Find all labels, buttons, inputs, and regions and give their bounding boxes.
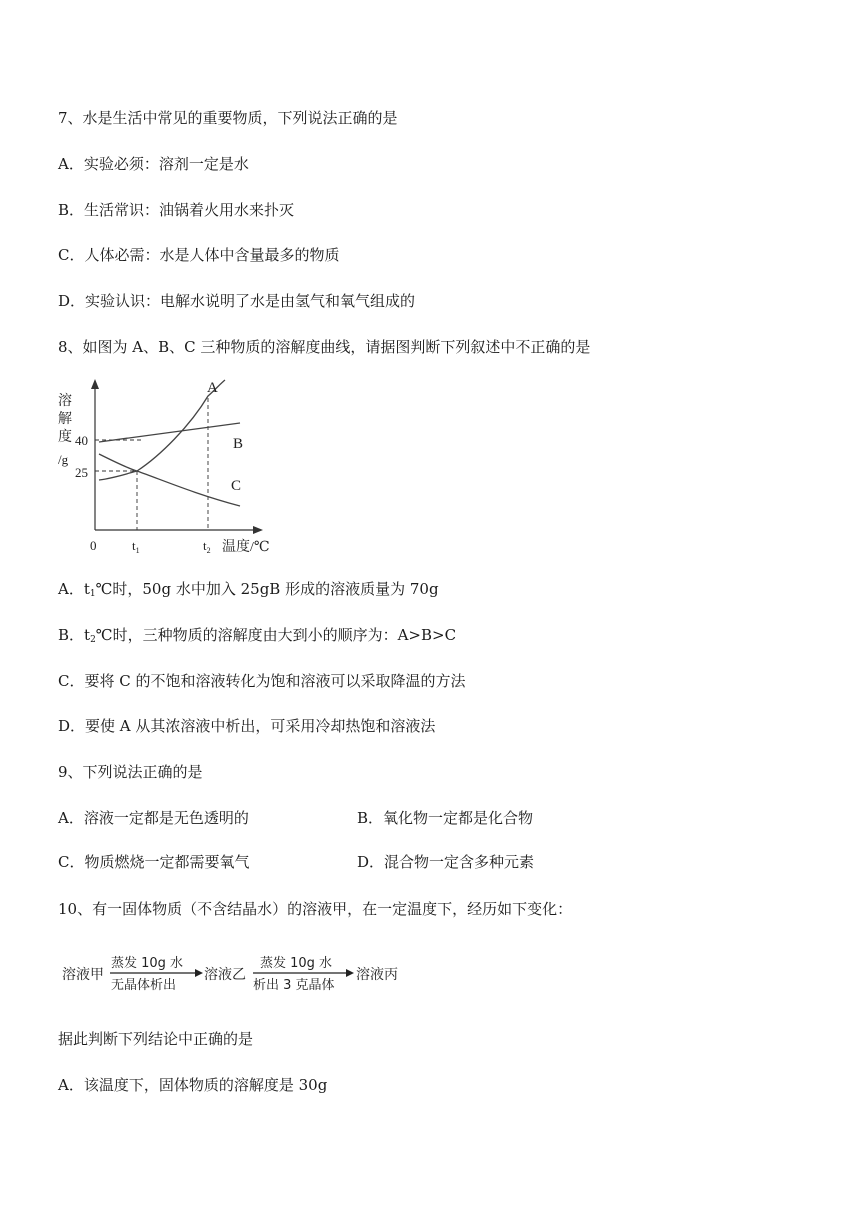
q10-option-a: A．该温度下，固体物质的溶解度是 30g <box>58 1076 328 1094</box>
q8-option-a: A．$t_1℃$时，50g 水中加入 25gB 形成的溶液质量为 70g <box>58 580 439 599</box>
q7-option-d: D．实验认识：电解水说明了水是由氢气和氧气组成的 <box>58 292 416 310</box>
q9-option-a: A．溶液一定都是无色透明的 <box>58 809 249 827</box>
ytick-40: 40 <box>75 433 88 448</box>
y-axis-arrow <box>91 379 99 389</box>
q9-option-d: D．混合物一定含多种元素 <box>357 853 535 871</box>
flow-arrow2-head <box>346 969 354 977</box>
q9-stem: 9、下列说法正确的是 <box>58 763 203 781</box>
flow-arrow1-bottom: 无晶体析出 <box>111 978 177 993</box>
q10-lead: 据此判断下列结论中正确的是 <box>58 1030 254 1048</box>
q7-option-b: B．生活常识：油锅着火用水来扑灭 <box>58 201 295 219</box>
q9-option-b: B．氧化物一定都是化合物 <box>357 809 534 827</box>
curve-b <box>99 423 240 442</box>
label-c: C <box>231 478 242 494</box>
ylabel-line-4: /g <box>58 452 69 467</box>
q8-option-d: D．要使 A 从其浓溶液中析出，可采用冷却热饱和溶液法 <box>58 717 436 735</box>
q8-stem: 8、如图为 A、B、C 三种物质的溶解度曲线，请据图判断下列叙述中不正确的是 <box>58 338 591 356</box>
q8-option-b: B．$t_2℃$时，三种物质的溶解度由大到小的顺序为：A>B>C <box>58 626 457 645</box>
q7-stem: 7、水是生活中常见的重要物质，下列说法正确的是 <box>58 109 398 127</box>
xlabel: 温度/℃ <box>222 540 270 555</box>
q7-option-a: A．实验必须：溶剂一定是水 <box>58 155 249 173</box>
xtick-t2: $t_2$ <box>203 538 211 555</box>
flow-solution-yi: 溶液乙 <box>204 967 246 983</box>
xtick-t1: $t_1$ <box>132 538 140 555</box>
flow-arrow2-bottom: 析出 3 克晶体 <box>253 978 335 993</box>
curve-c <box>99 454 240 506</box>
origin-label: 0 <box>90 538 97 553</box>
label-b: B <box>233 436 244 452</box>
label-a: A <box>207 380 218 396</box>
flow-solution-jia: 溶液甲 <box>62 967 104 983</box>
q9-option-c: C．物质燃烧一定都需要氧气 <box>58 853 250 871</box>
flow-arrow2-top: 蒸发 10g 水 <box>260 956 333 971</box>
flow-arrow1-top: 蒸发 10g 水 <box>111 956 184 971</box>
solubility-curve-figure <box>55 376 285 561</box>
x-axis-arrow <box>253 526 263 534</box>
ylabel-line-1: 溶 <box>58 394 72 409</box>
q7-option-c: C．人体必需：水是人体中含量最多的物质 <box>58 246 340 264</box>
q8-option-c: C．要将 C 的不饱和溶液转化为饱和溶液可以采取降温的方法 <box>58 672 466 690</box>
ylabel-line-3: 度 <box>58 430 72 445</box>
transformation-flow-diagram <box>60 948 420 998</box>
flow-arrow1-head <box>195 969 203 977</box>
ytick-25: 25 <box>75 465 88 480</box>
q10-stem: 10、有一固体物质（不含结晶水）的溶液甲，在一定温度下，经历如下变化： <box>58 900 573 918</box>
ylabel-line-2: 解 <box>58 412 72 427</box>
flow-solution-bing: 溶液丙 <box>356 967 398 983</box>
